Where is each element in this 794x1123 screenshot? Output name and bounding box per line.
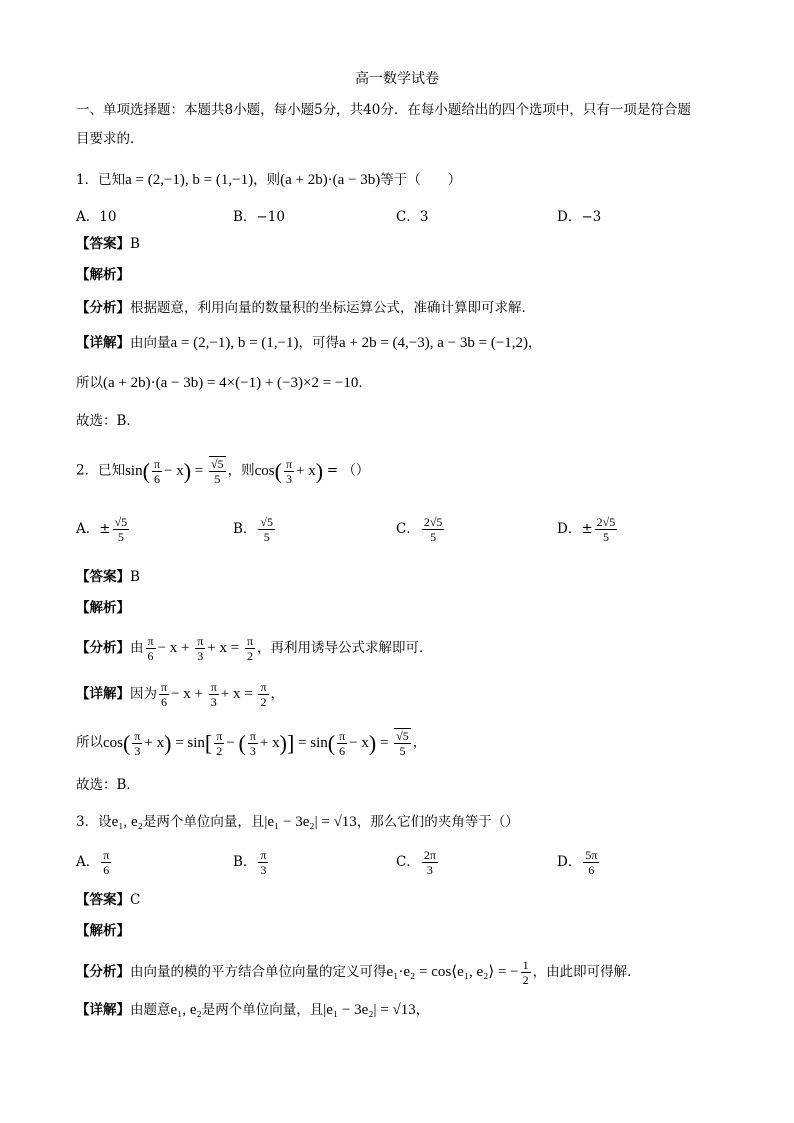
q3-detail-line-1: 【详解】由题意e₁, e₂是两个单位向量，且|e₁ − 3e₂| = √13， xyxy=(76,1002,430,1018)
q2-fenxi: 【分析】由 $\frac{\pi}{6}$ − x + $\frac{\pi}{3}$ + x = $\frac{\pi}{2}$ ，再利用诱导公式求解即可． xyxy=(76,634,433,663)
page-title: 高一数学试卷 xyxy=(355,71,439,87)
q1-detail-line-1: 【详解】由向量a = (2,−1), b = (1,−1)，可得a + 2b = (4,−3), a − 3b = (−1,2)， xyxy=(76,335,542,351)
q1-fenxi: 【分析】根据题意，利用向量的数量积的坐标运算公式，准确计算即可求解． xyxy=(76,300,535,316)
q1-option-a: A．10 xyxy=(76,209,117,225)
q1-answer: 【答案】B xyxy=(76,236,140,252)
q3-stem: 3．设e₁, e₂是两个单位向量，且|e₁ − 3e₂| = √13，那么它们的夹角等于（） xyxy=(76,814,519,830)
q2-answer: 【答案】B xyxy=(76,569,140,585)
q3-fenxi: 【分析】由向量的模的平方结合单位向量的定义可得e₁·e₂ = cos⟨e₁, e₂⟩ = − $\frac{1}{2}$ ，由此即可得解． xyxy=(76,958,641,987)
q1-option-b: B．−10 xyxy=(233,209,285,225)
q1-option-c: C．3 xyxy=(396,209,429,225)
q3-option-a: A． $\frac{\pi}{6}$ xyxy=(76,848,110,877)
q2-stem: 2．已知sin( $\frac{\pi}{6}$ − x) = $\frac{√5}{5}$ ，则cos( $\frac{\pi}{3}$ + x) = （） xyxy=(76,456,370,486)
q3-analysis-label: 【解析】 xyxy=(76,923,130,939)
q3-option-b: B． $\frac{\pi}{3}$ xyxy=(233,848,267,877)
q1-stem: 1．已知a = (2,−1), b = (1,−1)，则(a + 2b)·(a − 3b)等于（ ） xyxy=(76,172,462,188)
q2-option-d: D．± $\frac{2√5}{5}$ xyxy=(557,515,616,544)
q2-option-a: A．± $\frac{√5}{5}$ xyxy=(76,515,128,544)
q1-option-d: D．−3 xyxy=(557,209,602,225)
q3-answer: 【答案】C xyxy=(76,892,141,908)
q2-detail-line-1: 【详解】因为 $\frac{\pi}{6}$ − x + $\frac{\pi}{3}$ + x = $\frac{\pi}{2}$ ， xyxy=(76,680,285,709)
q1-analysis-label: 【解析】 xyxy=(76,267,130,283)
q1-conclusion: 故选：B． xyxy=(76,413,140,429)
section-header-line-2: 目要求的． xyxy=(76,131,144,147)
q2-option-b: B． $\frac{√5}{5}$ xyxy=(233,515,274,544)
section-header-line-1: 一、单项选择题：本题共8小题，每小题5分，共40分．在每小题给出的四个选项中，只有一项是符合题 xyxy=(76,102,691,118)
q3-option-d: D． $\frac{5\pi}{6}$ xyxy=(557,848,598,877)
q3-option-c: C． $\frac{2\pi}{3}$ xyxy=(396,848,436,877)
q2-option-c: C． $\frac{2√5}{5}$ xyxy=(396,515,443,544)
q2-detail-line-2: 所以cos( $\frac{\pi}{3}$ + x) = sin[ $\frac{\pi}{2}$ − ( $\frac{\pi}{3}$ + x)] = sin( $\frac{\pi}{6}$ − x) = $\frac{√5}{5}$ ， xyxy=(76,728,427,758)
q1-detail-line-2: 所以(a + 2b)·(a − 3b) = 4×(−1) + (−3)×2 = −10． xyxy=(76,375,372,391)
q2-conclusion: 故选：B． xyxy=(76,777,140,793)
q2-analysis-label: 【解析】 xyxy=(76,600,130,616)
